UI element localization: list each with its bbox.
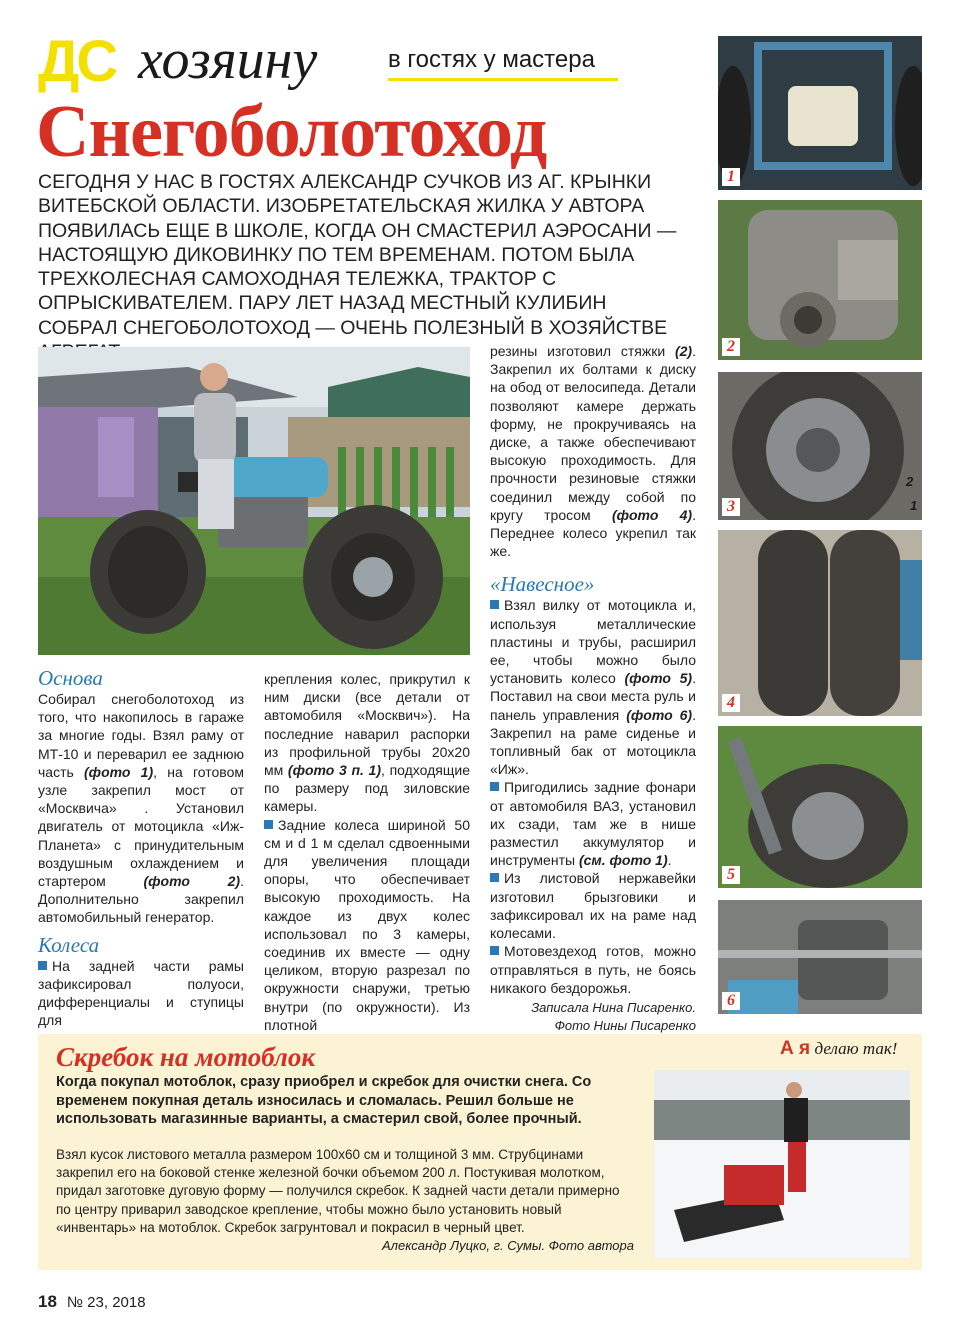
bullet-square-icon [38, 961, 47, 970]
bullet-square-icon [490, 782, 499, 791]
photo-2 [718, 200, 922, 360]
rubric-underline [388, 78, 618, 81]
photo-number: 2 [722, 338, 740, 356]
magazine-logo: ДС [38, 29, 116, 94]
photo-number: 6 [722, 992, 740, 1010]
photo-1 [718, 36, 922, 190]
bullet-square-icon [490, 873, 499, 882]
lights-paragraph: Пригодились задние фонари от автомобиля ВАЗ, установил их сзади, там же в нише разместил аккумулятор и инструменты (см. фото 1). [490, 779, 696, 869]
section-word: хозяину [138, 29, 318, 91]
subheading-navesnoe: «Навесное» [490, 572, 595, 597]
rear-wheels-paragraph: Задние колеса шириной 50 см и d 1 м сделал сдвоенными для увеличения площади опоры, что обеспечивает высокую проходимость. На каждое из двух колес использовал по 3 камеры, соединив их вместе — одну целиком, вторую разрезал по окружности снаружи, третью внутри (по окружности). Из плотной [264, 816, 470, 1033]
rubric-label: в гостях у мастера [388, 46, 595, 73]
main-vehicle-photo [38, 347, 470, 655]
callout-label-2: 2 [906, 474, 914, 489]
photo-6 [718, 900, 922, 1014]
front-wheel-photo-icon [718, 726, 922, 888]
photo-number: 4 [722, 694, 740, 712]
osnova-paragraph: Собирал снегоболотоход из того, что накопилось в гараже за многие годы. Взял раму от МТ-10 и переварил ее заднюю часть (фото 1), на готовом узле закрепил мост от «Москвича» . Установил двигатель от мотоцикла «Иж-Планета» с принудительным воздушным охлаждением и стартером (фото 2). Дополнительно закрепил автомобильный генератор. [38, 691, 244, 926]
ready-paragraph: Мотовездеход готов, можно отправляться в путь, не боясь никакого бездорожья. [490, 943, 696, 996]
photo-number: 3 [722, 498, 740, 516]
handlebar-photo-icon [718, 900, 922, 1014]
tip-box-signature: Александр Луцко, г. Сумы. Фото автора [382, 1238, 634, 1253]
page-title: Снегоболотоход [36, 91, 547, 173]
page-footer [38, 1292, 146, 1312]
lead-paragraph: СЕГОДНЯ У НАС В ГОСТЯХ АЛЕКСАНДР СУЧКОВ ИЗ АГ. КРЫНКИ ВИТЕБСКОЙ ОБЛАСТИ. ИЗОБРЕТАТЕЛЬСКАЯ ЖИЛКА У АВТОРА ПОЯВИЛАСЬ ЕЩЕ В ШКОЛЕ, КОГДА ОН СМАСТЕРИЛ АЭРОСАНИ — НАСТОЯЩУЮ ДИКОВИНКУ ПО ТЕМ ВРЕМЕНАМ. ПОТОМ БЫЛА ТРЕХКОЛЕСНАЯ САМОХОДНАЯ ТЕЛЕЖКА, ТРАКТОР С ОПРЫСКИВАТЕЛЕМ. ПАРУ ЛЕТ НАЗАД МЕСТНЫЙ КУЛИБИН СОБРАЛ СНЕГОБОЛОТОХОД — ОЧЕНЬ ПОЛЕЗНЫЙ В ХОЗЯЙСТВЕ [38, 171, 677, 339]
bullet-square-icon [264, 820, 273, 829]
bullet-square-icon [490, 600, 499, 609]
photo-number: 1 [722, 168, 740, 186]
straps-paragraph: резины изготовил стяжки (2). Закрепил их болтами к диску на обод от велосипеда. Детали позволяют камере держать форму, не прокручиваясь на диске, а также обеспечивают высокую проходимость. Для прочности резиновые стяжки соединил между собой по кругу тросом (фото 4). Переднее колесо укрепил так же. [490, 343, 696, 560]
kolesa-continued-paragraph: крепления колес, прикрутил к ним диски (все детали от автомобиля «Москвич»). На последние наварил распорки из профильной трубы 20х20 мм (фото 3 п. 1), подходящие по размеру под зиловские камеры. [264, 671, 470, 815]
wheel-photo-icon [718, 372, 922, 520]
tip-box-text: Взял кусок листового металла размером 100х60 см и толщиной 3 мм. Струбцинами закрепил его на боковой стенке железной бочки объемом 200 л. Постукивая молотком, придал заготовке дуговую форму — получился скребок. К задней части детали примерно по центру приварил заводское крепление, чтобы можно было установить новый «инвентарь» на мотоблок. Скребок загрунтовал и покрасил в черный цвет. [56, 1147, 620, 1235]
tip-box-title: Скребок на мотоблок [56, 1042, 316, 1072]
photo-credit: Фото Нины Писаренко [554, 1018, 696, 1034]
photo-3 [718, 372, 922, 520]
issue-number: № 23, 2018 [66, 1294, 146, 1311]
tip-box-lead: Когда покупал мотоблок, сразу приобрел и скребок для очистки снега. Со временем покупная деталь износилась и сломалась. Решил больше не использовать магазинные варианты, а смастерил свой, более прочный. [56, 1074, 592, 1127]
tip-box-tag: А я делаю так! [780, 1038, 898, 1059]
kolesa-paragraph: На задней части рамы зафиксировал полуоси, дифференциалы и ступицы для [38, 957, 244, 1029]
engine-frame-photo-icon [718, 36, 922, 190]
subheading-kolesa: Колеса [38, 932, 100, 957]
snow-scraper-photo [654, 1070, 910, 1258]
callout-label-1: 1 [910, 498, 918, 513]
page-number: 18 [38, 1292, 57, 1311]
photo-number: 5 [722, 866, 740, 884]
twin-wheel-photo-icon [718, 530, 922, 716]
photo-5 [718, 726, 922, 888]
photo-4 [718, 530, 922, 716]
bullet-square-icon [490, 946, 499, 955]
author-credit: Записала Нина Писаренко. [531, 999, 696, 1015]
engine-photo-icon [718, 200, 922, 360]
mudguards-paragraph: Из листовой нержавейки изготовил брызговики и зафиксировал их на раме над колесами. [490, 870, 696, 942]
fork-paragraph: Взял вилку от мотоцикла и, используя металлические пластины и трубы, расширил ее, чтобы можно было установить колесо (фото 5). Поставил на свои места руль и панель управления (фото 6). Закрепил на раме сиденье и топливный бак от мотоцикла «Иж». [490, 597, 696, 778]
subheading-osnova: Основа [38, 666, 103, 690]
